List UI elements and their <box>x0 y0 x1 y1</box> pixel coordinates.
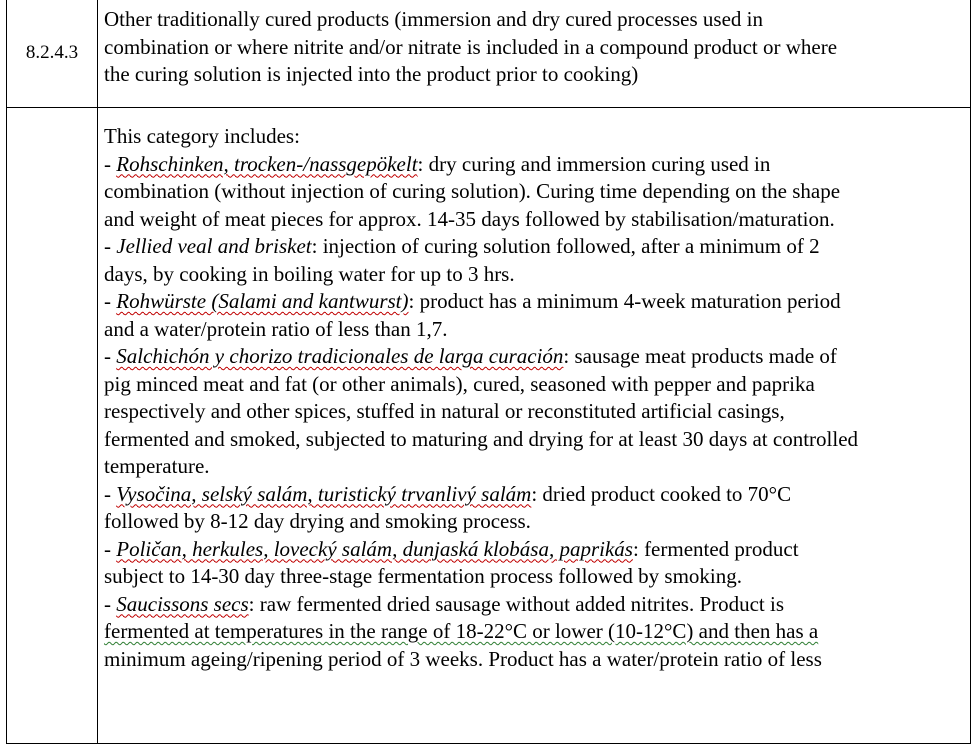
category-number: 8.2.4.3 <box>7 0 98 108</box>
entry-term: Rohschinken, trocken-/nassgepökelt <box>116 151 418 176</box>
entry-text: : raw fermented dried sausage without added nitrites. Product is <box>248 591 785 616</box>
entry-first-line <box>104 151 970 179</box>
entry-line: and a water/protein ratio of less than 1,7. <box>104 316 448 341</box>
entry-dash: - <box>104 344 117 368</box>
entry-line: minimum ageing/ripening period of 3 weeks. Product has a water/protein ratio of less <box>104 646 822 671</box>
description-line: combination or where nitrite and/or nitrate is included in a compound product or where <box>104 34 838 59</box>
entry-term: Vysočina, selský salám, turistický trvanlivý salám <box>116 481 532 506</box>
entry-text: : fermented product <box>632 536 799 561</box>
entry-text: : product has a minimum 4-week maturation period <box>408 289 841 313</box>
entry-text: : dried product cooked to 70°C <box>531 481 792 506</box>
entry-term: Poličan, herkules, lovecký salám, dunjaská klobása, paprikás <box>116 536 633 561</box>
entry-term: Jellied veal and brisket <box>116 234 312 258</box>
entry-dash: - <box>104 481 117 506</box>
entry-line: followed by 8-12 day drying and smoking process. <box>104 509 531 533</box>
intro-line: This category includes: <box>104 124 300 148</box>
entry-dash: - <box>104 151 117 176</box>
entry-term: Rohwürste (Salami and kantwurst) <box>116 289 409 313</box>
description-line: Other traditionally cured products (immersion and dry cured processes used in <box>104 7 763 31</box>
entry-line: fermented at temperatures in the range of 18-22°C or lower (10-12°C) and then has a <box>104 619 819 643</box>
empty-number-cell <box>7 108 98 744</box>
entry-text: : injection of curing solution followed, after a minimum of 2 <box>311 234 820 258</box>
entry-first-line <box>104 591 970 619</box>
table-row-body <box>7 108 971 744</box>
entry-first-line <box>104 481 970 509</box>
description-line: the curing solution is injected into the product prior to cooking) <box>104 62 639 86</box>
entry-first-line <box>104 343 970 371</box>
entry-first-line <box>104 233 970 261</box>
entry-dash: - <box>104 591 117 616</box>
entry-line: respectively and other spices, stuffed in natural or reconstituted artificial casings, <box>104 399 785 423</box>
entry-term: Salchichón y chorizo tradicionales de larga curación <box>116 344 564 368</box>
entry-line: and weight of meat pieces for approx. 14-35 days followed by stabilisation/maturation. <box>104 206 835 231</box>
entry-text: : dry curing and immersion curing used in <box>417 151 771 176</box>
entry-dash: - <box>104 536 117 561</box>
entry-dash: - <box>104 289 117 313</box>
regulation-table <box>6 0 971 744</box>
entry-line: subject to 14-30 day three-stage fermentation process followed by smoking. <box>104 564 742 588</box>
entry-first-line <box>104 536 970 564</box>
category-description <box>98 0 971 108</box>
entry-line: days, by cooking in boiling water for up to 3 hrs. <box>104 261 515 286</box>
entry-dash: - <box>104 234 117 258</box>
entry-line: pig minced meat and fat (or other animals), cured, seasoned with pepper and paprika <box>104 371 815 396</box>
entry-first-line <box>104 288 970 316</box>
category-details <box>98 108 971 744</box>
entry-line: combination (without injection of curing solution). Curing time depending on the shape <box>104 179 841 203</box>
entry-line: temperature. <box>104 454 210 478</box>
entry-term: Saucissons secs <box>116 591 249 616</box>
entry-text: : sausage meat products made of <box>563 344 837 368</box>
table-row-header <box>7 0 971 108</box>
entry-line: fermented and smoked, subjected to maturing and drying for at least 30 days at controlled <box>104 426 859 451</box>
